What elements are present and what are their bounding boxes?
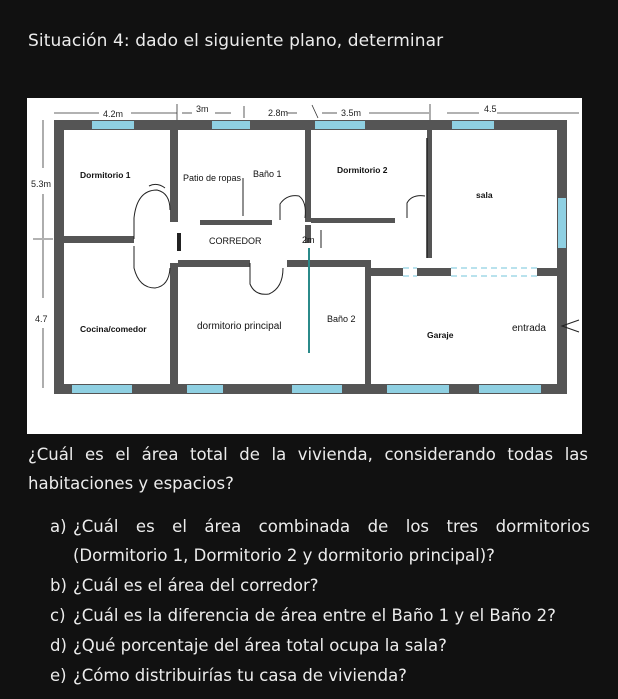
question-a xyxy=(50,512,590,570)
dim-corridor-2m: 2m xyxy=(302,235,315,245)
dim-top-5: 4.5 xyxy=(484,104,497,114)
room-cocina: Cocina/comedor xyxy=(80,324,147,334)
windows xyxy=(72,121,566,393)
question-e-text: ¿Cómo distribuirías tu casa de vivienda? xyxy=(73,666,407,685)
room-garaje: Garaje xyxy=(427,330,454,340)
question-c xyxy=(50,601,590,630)
room-dormitorio-1: Dormitorio 1 xyxy=(80,170,131,180)
floor-plan xyxy=(27,98,582,434)
room-patio: Patio de ropas xyxy=(183,173,242,183)
room-bano-2: Baño 2 xyxy=(327,314,356,324)
question-a-text-1: ¿Cuál es el área combinada de los tres dormitorios xyxy=(73,517,590,536)
room-dormitorio-2: Dormitorio 2 xyxy=(337,165,388,175)
page-title: Situación 4: dado el siguiente plano, determinar xyxy=(28,31,444,51)
room-sala: sala xyxy=(476,190,493,200)
dim-top-4: 3.5m xyxy=(341,108,362,118)
question-d-label: d) xyxy=(50,636,67,655)
question-a-text-2: (Dormitorio 1, Dormitorio 2 y dormitorio principal)? xyxy=(73,546,495,565)
question-d-text: ¿Qué porcentaje del área total ocupa la sala? xyxy=(73,636,447,655)
room-corredor: CORREDOR xyxy=(209,236,262,246)
corredor-bar-bottom xyxy=(177,233,181,251)
dim-top-2: 3m xyxy=(196,104,209,114)
dim-top-1: 4.2m xyxy=(103,109,124,119)
main-question: ¿Cuál es el área total de la vivienda, considerando todas las habitaciones y espacios? xyxy=(28,445,588,493)
question-b-label: b) xyxy=(50,576,67,595)
corredor-bar-top xyxy=(200,221,272,224)
question-c-text: ¿Cuál es la diferencia de área entre el Baño 1 y el Baño 2? xyxy=(73,606,556,625)
question-a-label: a) xyxy=(50,517,67,536)
walls xyxy=(54,120,567,394)
question-b-text: ¿Cuál es el área del corredor? xyxy=(73,576,319,595)
question-c-label: c) xyxy=(50,606,66,625)
dim-top-3: 2.8m xyxy=(268,108,289,118)
question-d xyxy=(50,631,590,660)
question-b xyxy=(50,571,590,600)
dim-left-1: 5.3m xyxy=(31,179,52,189)
room-entrada: entrada xyxy=(512,323,546,334)
room-dormitorio-principal: dormitorio principal xyxy=(197,321,282,332)
room-bano-1: Baño 1 xyxy=(253,169,282,179)
dim-left-2: 4.7 xyxy=(35,314,48,324)
question-e xyxy=(50,661,590,690)
question-e-label: e) xyxy=(50,666,67,685)
